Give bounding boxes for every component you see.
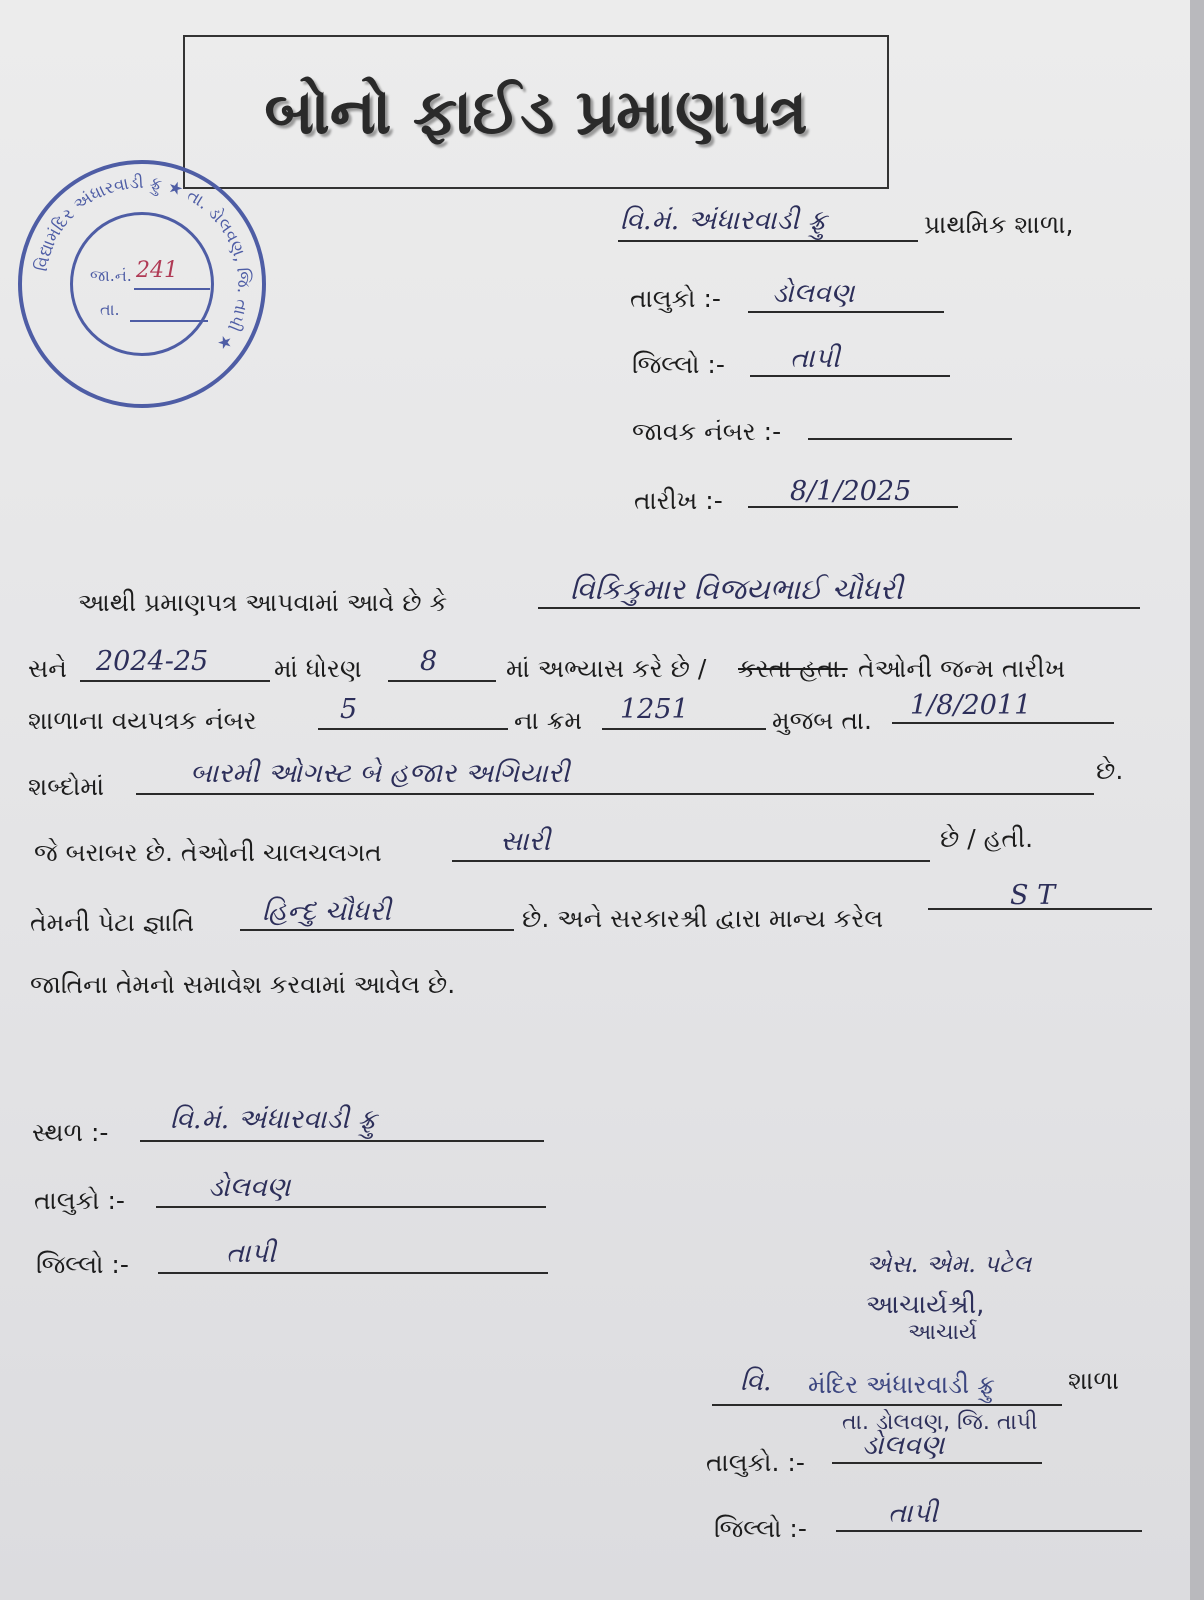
sign-school-prefix: વિ. bbox=[740, 1366, 772, 1397]
footer-taluka-value: ડોલવણ bbox=[208, 1172, 291, 1203]
stamp-inward-label: જા.નં. bbox=[90, 266, 132, 285]
outward-number-label: જાવક નંબર :- bbox=[632, 417, 782, 446]
document-title: બોનો ફાઈડ પ્રમાણપત્ર bbox=[264, 75, 808, 148]
sign-district-value: તાપી bbox=[888, 1498, 938, 1529]
header-taluka-label: તાલુકો :- bbox=[630, 284, 721, 313]
body-line3-c: મુજબ તા. bbox=[772, 706, 872, 735]
body-line2-struck: કરતા હતા. bbox=[738, 654, 848, 683]
title-box bbox=[183, 35, 889, 189]
sign-taluka-label: તાલુકો. :- bbox=[706, 1448, 805, 1477]
header-district-value: તાપી bbox=[790, 343, 840, 374]
academic-year-line bbox=[80, 680, 270, 682]
serial-number-value: 1251 bbox=[620, 694, 689, 725]
serial-number-line bbox=[602, 728, 766, 730]
body-line2-d: તેઓની જન્મ તારીખ bbox=[858, 654, 1066, 683]
body-line4-a: શબ્દોમાં bbox=[28, 772, 105, 801]
header-taluka-value: ડોલવણ bbox=[772, 278, 855, 309]
body-line2-b: માં ધોરણ bbox=[274, 654, 362, 683]
sign-taluka-value: ડોલવણ bbox=[862, 1430, 945, 1461]
student-name-value: વિકિકુમાર વિજયભાઈ ચૌધરી bbox=[570, 572, 903, 606]
footer-district-label: જિલ્લો :- bbox=[36, 1250, 129, 1279]
body-line3-a: શાળાના વયપત્રક નંબર bbox=[28, 706, 257, 735]
sign-taluka-line bbox=[832, 1462, 1042, 1464]
principal-title: આચાર્યશ્રી, bbox=[866, 1290, 985, 1320]
school-name-line bbox=[618, 240, 918, 242]
register-number-value: 5 bbox=[340, 694, 358, 725]
conduct-value: સારી bbox=[500, 826, 551, 857]
sign-school-name: મંદિર અંધારવાડી ફ્રુ bbox=[808, 1370, 995, 1399]
header-district-label: જિલ્લો :- bbox=[632, 350, 725, 379]
school-stamp bbox=[18, 160, 266, 408]
footer-taluka-line bbox=[156, 1206, 546, 1208]
stamp-inward-line bbox=[134, 288, 210, 290]
place-line bbox=[140, 1140, 544, 1142]
footer-district-line bbox=[158, 1272, 548, 1274]
caste-category-line bbox=[928, 908, 1152, 910]
body-line1-prefix: આથી પ્રમાણપત્ર આપવામાં આવે છે કે bbox=[78, 588, 448, 617]
body-line2-a: સને bbox=[28, 654, 67, 683]
body-line2-c: માં અભ્યાસ કરે છે / bbox=[506, 654, 707, 683]
stamp-date-label: તા. bbox=[100, 300, 120, 319]
sub-caste-line bbox=[240, 929, 514, 931]
birth-date-value: 1/8/2011 bbox=[910, 690, 1032, 721]
header-date-value: 8/1/2025 bbox=[790, 476, 912, 507]
register-number-line bbox=[318, 728, 508, 730]
signer-signature: એસ. એમ. પટેલ bbox=[866, 1250, 1032, 1278]
body-line5-a: જે બરાબર છે. તેઓની ચાલચલગત bbox=[34, 838, 382, 867]
stamp-inward-number: 241 bbox=[136, 258, 178, 283]
academic-year-value: 2024-25 bbox=[96, 646, 209, 677]
place-value: વિ.મં. અંધારવાડી ફ્રુ bbox=[170, 1104, 377, 1135]
student-name-line bbox=[538, 607, 1140, 609]
body-line6-b: છે. અને સરકારશ્રી દ્વારા માન્ય કરેલ bbox=[522, 904, 884, 933]
page-edge bbox=[1190, 0, 1204, 1600]
sign-district-line bbox=[836, 1530, 1142, 1532]
stamp-ring-label: વિદ્યામંદિર અંધારવાડી ફ્રુ ★ તા. ડોલવણ, જિ. તાપી ★ bbox=[31, 172, 254, 355]
birth-date-words-value: બારમી ઓગસ્ટ બે હજાર અગિયારી bbox=[190, 758, 570, 789]
header-district-line bbox=[750, 375, 950, 377]
body-line4-b: છે. bbox=[1096, 756, 1124, 785]
sign-district-label: જિલ્લો :- bbox=[714, 1514, 807, 1543]
header-taluka-line bbox=[748, 311, 944, 313]
school-name-value: વિ.મં. અંધારવાડી ફ્રુ bbox=[620, 205, 827, 236]
birth-date-words-line bbox=[136, 793, 1094, 795]
footer-district-value: તાપી bbox=[226, 1238, 276, 1269]
body-line5-b: છે / હતી. bbox=[940, 824, 1034, 853]
stamp-date-line bbox=[130, 320, 208, 322]
sign-school-line bbox=[712, 1404, 1062, 1406]
sign-stamp-line: તા. ડોલવણ, જિ. તાપી bbox=[842, 1410, 1038, 1435]
standard-line bbox=[388, 680, 496, 682]
standard-value: 8 bbox=[420, 646, 438, 677]
outward-number-line bbox=[808, 438, 1012, 440]
caste-category-value: S T bbox=[1010, 880, 1056, 911]
principal-title-stamp: આચાર્ય bbox=[908, 1320, 977, 1345]
body-line6-a: તેમની પેટા જ્ઞાતિ bbox=[30, 908, 195, 937]
body-line7: જાતિના તેમનો સમાવેશ કરવામાં આવેલ છે. bbox=[30, 970, 456, 999]
place-label: સ્થળ :- bbox=[32, 1118, 109, 1147]
footer-taluka-label: તાલુકો :- bbox=[34, 1186, 125, 1215]
school-name-suffix: પ્રાથમિક શાળા, bbox=[924, 210, 1074, 239]
sign-school-suffix: શાળા bbox=[1068, 1366, 1120, 1395]
header-date-label: તારીખ :- bbox=[634, 486, 723, 515]
body-line3-b: ના ક્રમ bbox=[514, 706, 582, 735]
sub-caste-value: હિન્દુ ચૌધરી bbox=[262, 896, 391, 927]
conduct-line bbox=[452, 860, 930, 862]
header-date-line bbox=[748, 506, 958, 508]
birth-date-line bbox=[892, 722, 1114, 724]
